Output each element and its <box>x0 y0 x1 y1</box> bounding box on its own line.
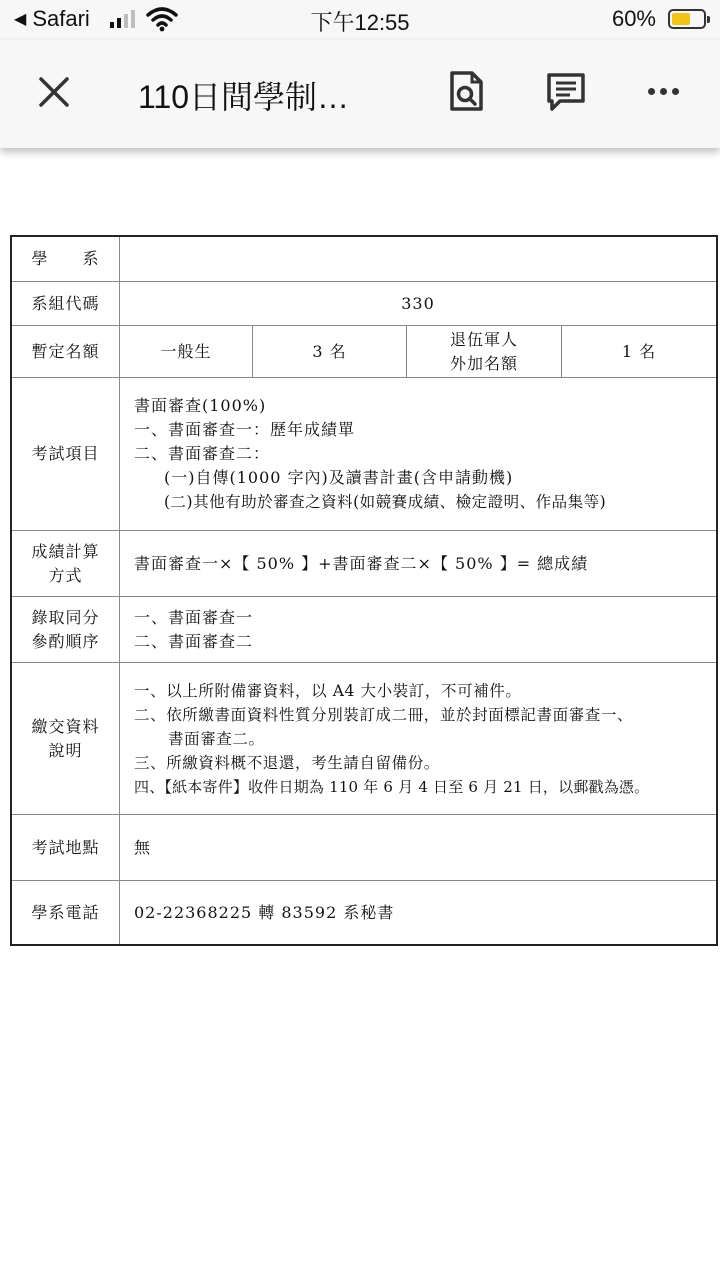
back-app-label: Safari <box>32 6 90 31</box>
search-in-document-icon[interactable] <box>448 70 484 112</box>
table-row-department <box>12 237 716 282</box>
tie-label <box>12 597 120 662</box>
score-label-line2: 方式 <box>48 565 83 585</box>
submit-content <box>120 663 716 814</box>
submit-line: 四、【紙本寄件】收件日期為 110 年 6 月 4 日至 6 月 21 日，以郵戳為憑。 <box>134 777 650 796</box>
table-row-quota <box>12 326 716 378</box>
submit-line: 一、以上所附備審資料，以 A4 大小裝訂，不可補件。 <box>134 681 522 700</box>
table-row-code <box>12 282 716 326</box>
table-row-tie-order <box>12 597 716 663</box>
tie-line: 一、書面審查一 <box>134 607 254 627</box>
table-row-submission <box>12 663 716 815</box>
place-label: 考試地點 <box>12 815 120 880</box>
exam-line: 一、書面審查一：歷年成績單 <box>134 420 356 439</box>
quota-veteran-label <box>407 326 562 377</box>
submit-line: 三、所繳資料概不退還，考生請自留備份。 <box>134 753 440 772</box>
submit-label-line1: 繳交資料 <box>31 716 100 736</box>
tie-label-line2: 參酌順序 <box>31 631 100 651</box>
table-row-exam-items <box>12 378 716 531</box>
submit-label-line2: 說明 <box>48 740 83 760</box>
table-row-phone <box>12 881 716 944</box>
quota-veteran-count: 1 名 <box>621 341 657 361</box>
battery-fill <box>672 13 690 25</box>
quota-general-count: 3 名 <box>253 326 407 377</box>
submit-line: 二、依所繳書面資料性質分別裝訂成二冊，並於封面標記書面審查一、 <box>134 705 634 724</box>
submit-line: 書面審查二。 <box>168 729 265 748</box>
code-label: 系組代碼 <box>12 282 120 325</box>
table-row-exam-place <box>12 815 716 881</box>
place-value: 無 <box>134 837 152 857</box>
exam-line: (二)其他有助於審查之資料(如競賽成績、檢定證明、作品集等) <box>164 493 607 511</box>
score-label-line1: 成績計算 <box>31 541 100 561</box>
phone-value: 02-22368225 轉 83592 系秘書 <box>134 902 395 922</box>
tie-line: 二、書面審查二 <box>134 631 254 651</box>
quota-veteran-line1: 退伍軍人 <box>449 329 518 349</box>
tie-content <box>120 597 716 662</box>
quota-veteran-line2: 外加名額 <box>449 353 518 373</box>
exam-line: 二、書面審查二： <box>134 444 271 463</box>
comment-icon[interactable] <box>546 72 586 112</box>
document-toolbar <box>0 40 720 148</box>
department-value <box>120 237 716 281</box>
exam-content <box>120 378 716 530</box>
exam-label: 考試項目 <box>12 378 120 530</box>
document-title: 110日間學制… <box>138 79 350 115</box>
status-time: 下午12:55 <box>310 10 410 35</box>
admission-info-table <box>10 235 718 946</box>
tie-label-line1: 錄取同分 <box>31 607 100 627</box>
exam-line: 書面審查(100%) <box>134 396 267 415</box>
department-label: 學 系 <box>12 237 120 281</box>
status-bar <box>0 0 720 40</box>
phone-label: 學系電話 <box>12 881 120 944</box>
more-options-icon[interactable] <box>648 88 679 95</box>
battery-percent: 60% <box>611 6 656 31</box>
battery-icon <box>668 9 706 29</box>
exam-line: (一)自傳(1000 字內)及讀書計畫(含申請動機) <box>164 468 514 487</box>
quota-label: 暫定名額 <box>12 326 120 377</box>
score-formula: 書面審查一×【 50% 】+書面審查二×【 50% 】= 總成績 <box>134 553 589 573</box>
quota-general: 一般生 <box>120 326 253 377</box>
score-label <box>12 531 120 596</box>
close-icon[interactable] <box>36 74 72 110</box>
submit-label <box>12 663 120 814</box>
table-row-score-calc <box>12 531 716 597</box>
code-value: 330 <box>401 293 435 313</box>
back-arrow-icon: ◀ <box>14 11 27 28</box>
